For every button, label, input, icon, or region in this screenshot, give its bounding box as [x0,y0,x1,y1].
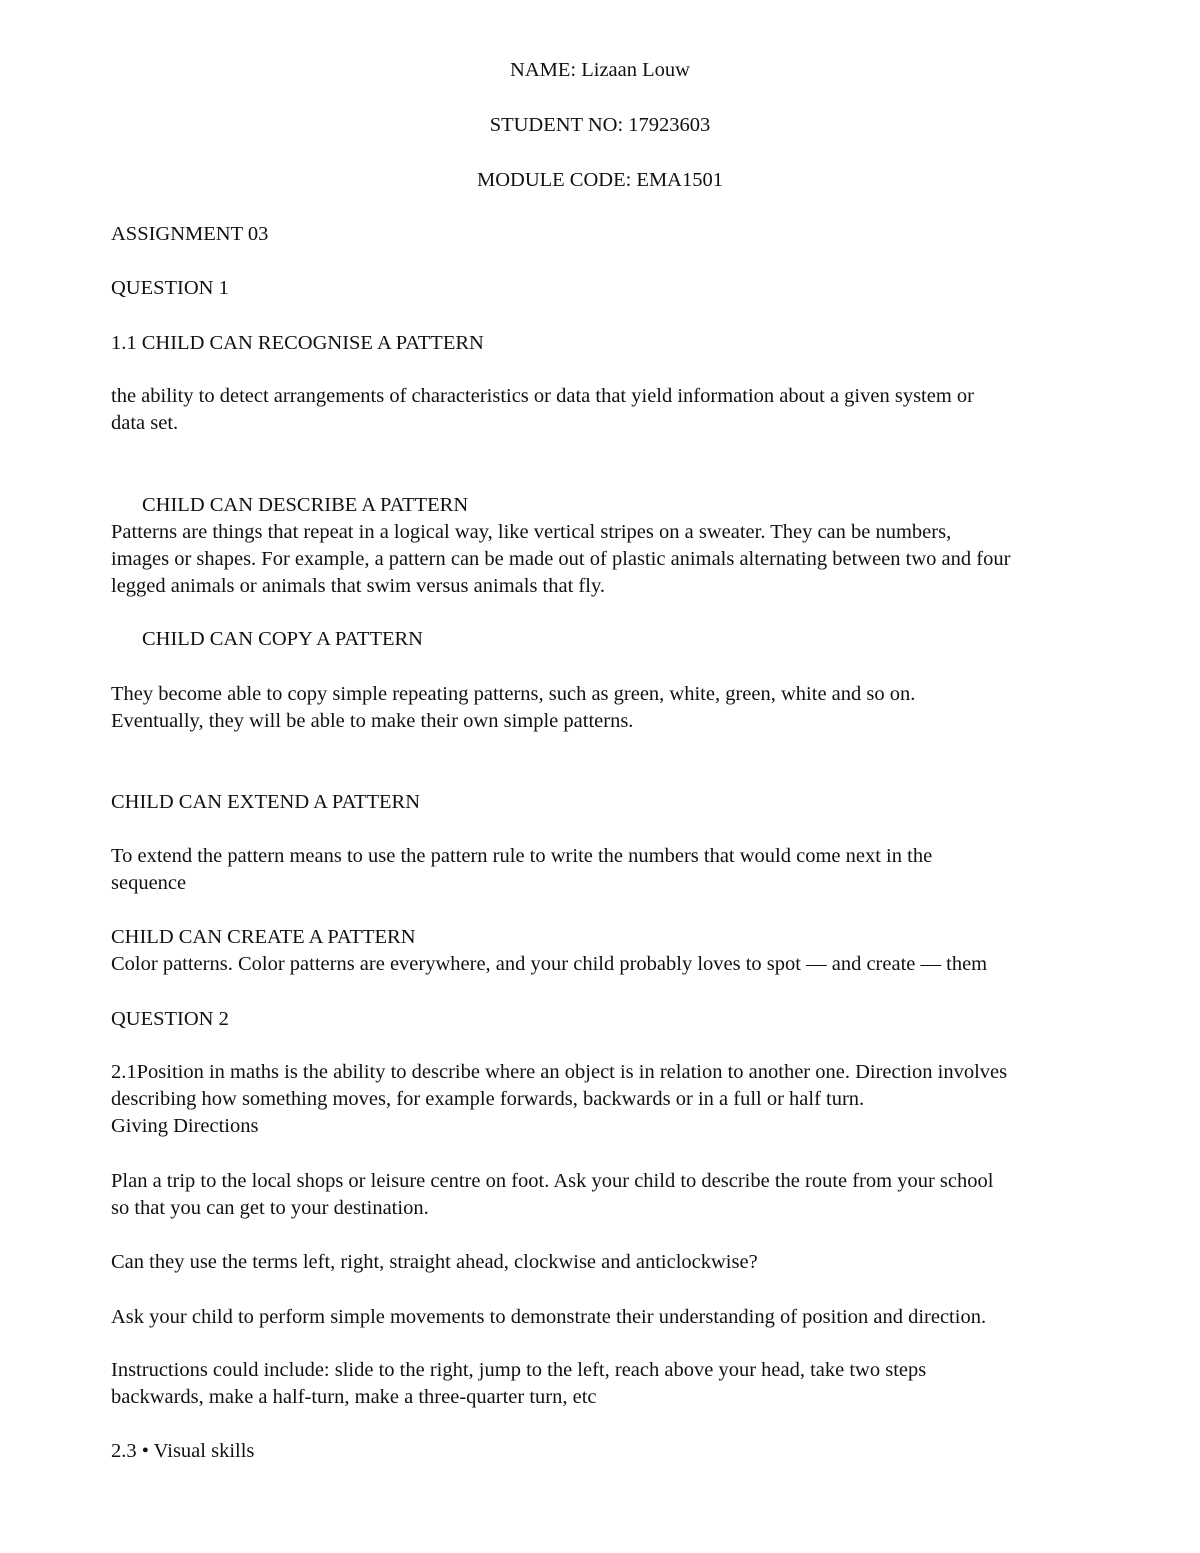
trip-paragraph-line: Plan a trip to the local shops or leisure centre on foot. Ask your child to describe the route from your school [111,1170,994,1192]
section-copy-text-line: They become able to copy simple repeating patterns, such as green, white, green, white and so on. [111,683,916,705]
section-recognise-heading: 1.1 CHILD CAN RECOGNISE A PATTERN [111,332,484,354]
section-extend-text-line: To extend the pattern means to use the pattern rule to write the numbers that would come next in the [111,845,933,867]
section-describe-text-line: Patterns are things that repeat in a logical way, like vertical stripes on a sweater. They can be numbers, [111,521,952,543]
student-number: STUDENT NO: 17923603 [489,114,711,136]
section-describe-text-line: legged animals or animals that swim versus animals that fly. [111,575,605,597]
assignment-title: ASSIGNMENT 03 [111,223,269,245]
section-create-heading: CHILD CAN CREATE A PATTERN [111,926,416,948]
instructions-paragraph-line: backwards, make a half-turn, make a three-quarter turn, etc [111,1386,597,1408]
section-recognise-text-line: the ability to detect arrangements of characteristics or data that yield information about a given system or [111,385,974,407]
terms-question: Can they use the terms left, right, straight ahead, clockwise and anticlockwise? [111,1251,758,1273]
trip-paragraph-line: so that you can get to your destination. [111,1197,429,1219]
question-1-heading: QUESTION 1 [111,277,229,299]
section-extend-heading: CHILD CAN EXTEND A PATTERN [111,791,421,813]
section-create-text-line: Color patterns. Color patterns are everywhere, and your child probably loves to spot — and create — them [111,953,988,975]
student-name: NAME: Lizaan Louw [510,59,690,81]
section-copy-heading: CHILD CAN COPY A PATTERN [142,628,423,650]
section-describe-heading: CHILD CAN DESCRIBE A PATTERN [142,494,469,516]
visual-skills-heading: 2.3 • Visual skills [111,1440,255,1462]
movements-paragraph: Ask your child to perform simple movements to demonstrate their understanding of position and direction. [111,1306,987,1328]
position-paragraph-line: describing how something moves, for example forwards, backwards or in a full or half turn. [111,1088,865,1110]
giving-directions-heading: Giving Directions [111,1115,259,1137]
instructions-paragraph-line: Instructions could include: slide to the right, jump to the left, reach above your head, take two steps [111,1359,927,1381]
section-extend-text-line: sequence [111,872,187,894]
module-code: MODULE CODE: EMA1501 [477,169,723,191]
section-recognise-text-line: data set. [111,412,179,434]
section-copy-text-line: Eventually, they will be able to make their own simple patterns. [111,710,634,732]
section-describe-text-line: images or shapes. For example, a pattern can be made out of plastic animals alternating between two and four [111,548,1011,570]
question-2-heading: QUESTION 2 [111,1008,229,1030]
position-paragraph-line: 2.1Position in maths is the ability to describe where an object is in relation to another one. Direction involves [111,1061,1008,1083]
